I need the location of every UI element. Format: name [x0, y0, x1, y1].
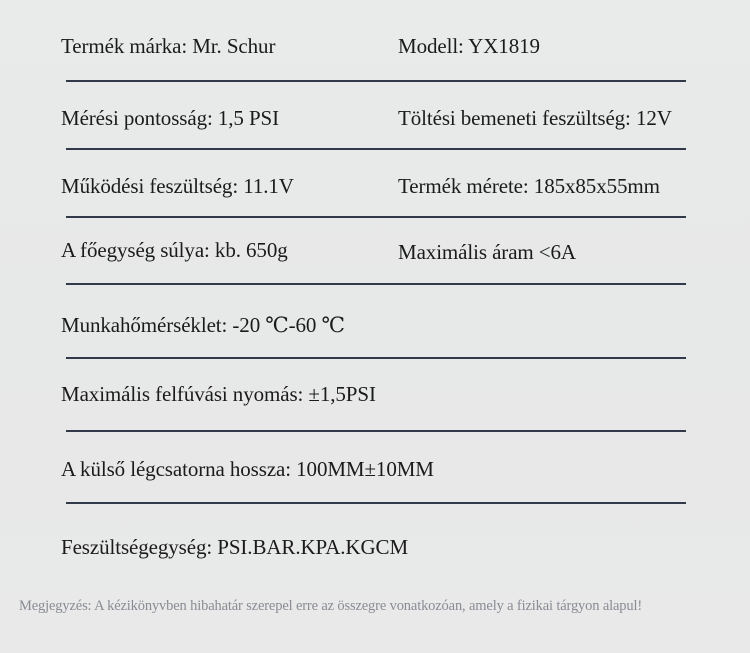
spec-accuracy: Mérési pontosság: 1,5 PSI — [61, 106, 280, 130]
spec-working-temperature: Munkahőmérséklet: -20 ℃-60 ℃ — [61, 313, 345, 337]
spec-air-hose-length: A külső légcsatorna hossza: 100MM±10MM — [61, 457, 434, 481]
divider — [66, 216, 686, 218]
divider — [66, 148, 686, 150]
spec-max-current: Maximális áram <6A — [398, 240, 577, 264]
divider — [66, 357, 686, 359]
spec-model: Modell: YX1819 — [398, 34, 540, 58]
spec-max-inflation-pressure: Maximális felfúvási nyomás: ±1,5PSI — [61, 382, 376, 406]
spec-charging-voltage: Töltési bemeneti feszültség: 12V — [398, 106, 672, 130]
divider — [66, 430, 686, 432]
footnote: Megjegyzés: A kézikönyvben hibahatár szerepel erre az összegre vonatkozóan, amely a fizikai tárgyon alapul! — [19, 598, 643, 614]
spec-product-size: Termék mérete: 185x85x55mm — [398, 174, 660, 198]
divider — [66, 80, 686, 82]
spec-brand: Termék márka: Mr. Schur — [61, 34, 276, 58]
spec-pressure-units: Feszültségegység: PSI.BAR.KPA.KGCM — [61, 535, 409, 559]
spec-weight: A főegység súlya: kb. 650g — [61, 238, 288, 262]
spec-operating-voltage: Működési feszültség: 11.1V — [61, 174, 294, 198]
divider — [66, 283, 686, 285]
divider — [66, 502, 686, 504]
